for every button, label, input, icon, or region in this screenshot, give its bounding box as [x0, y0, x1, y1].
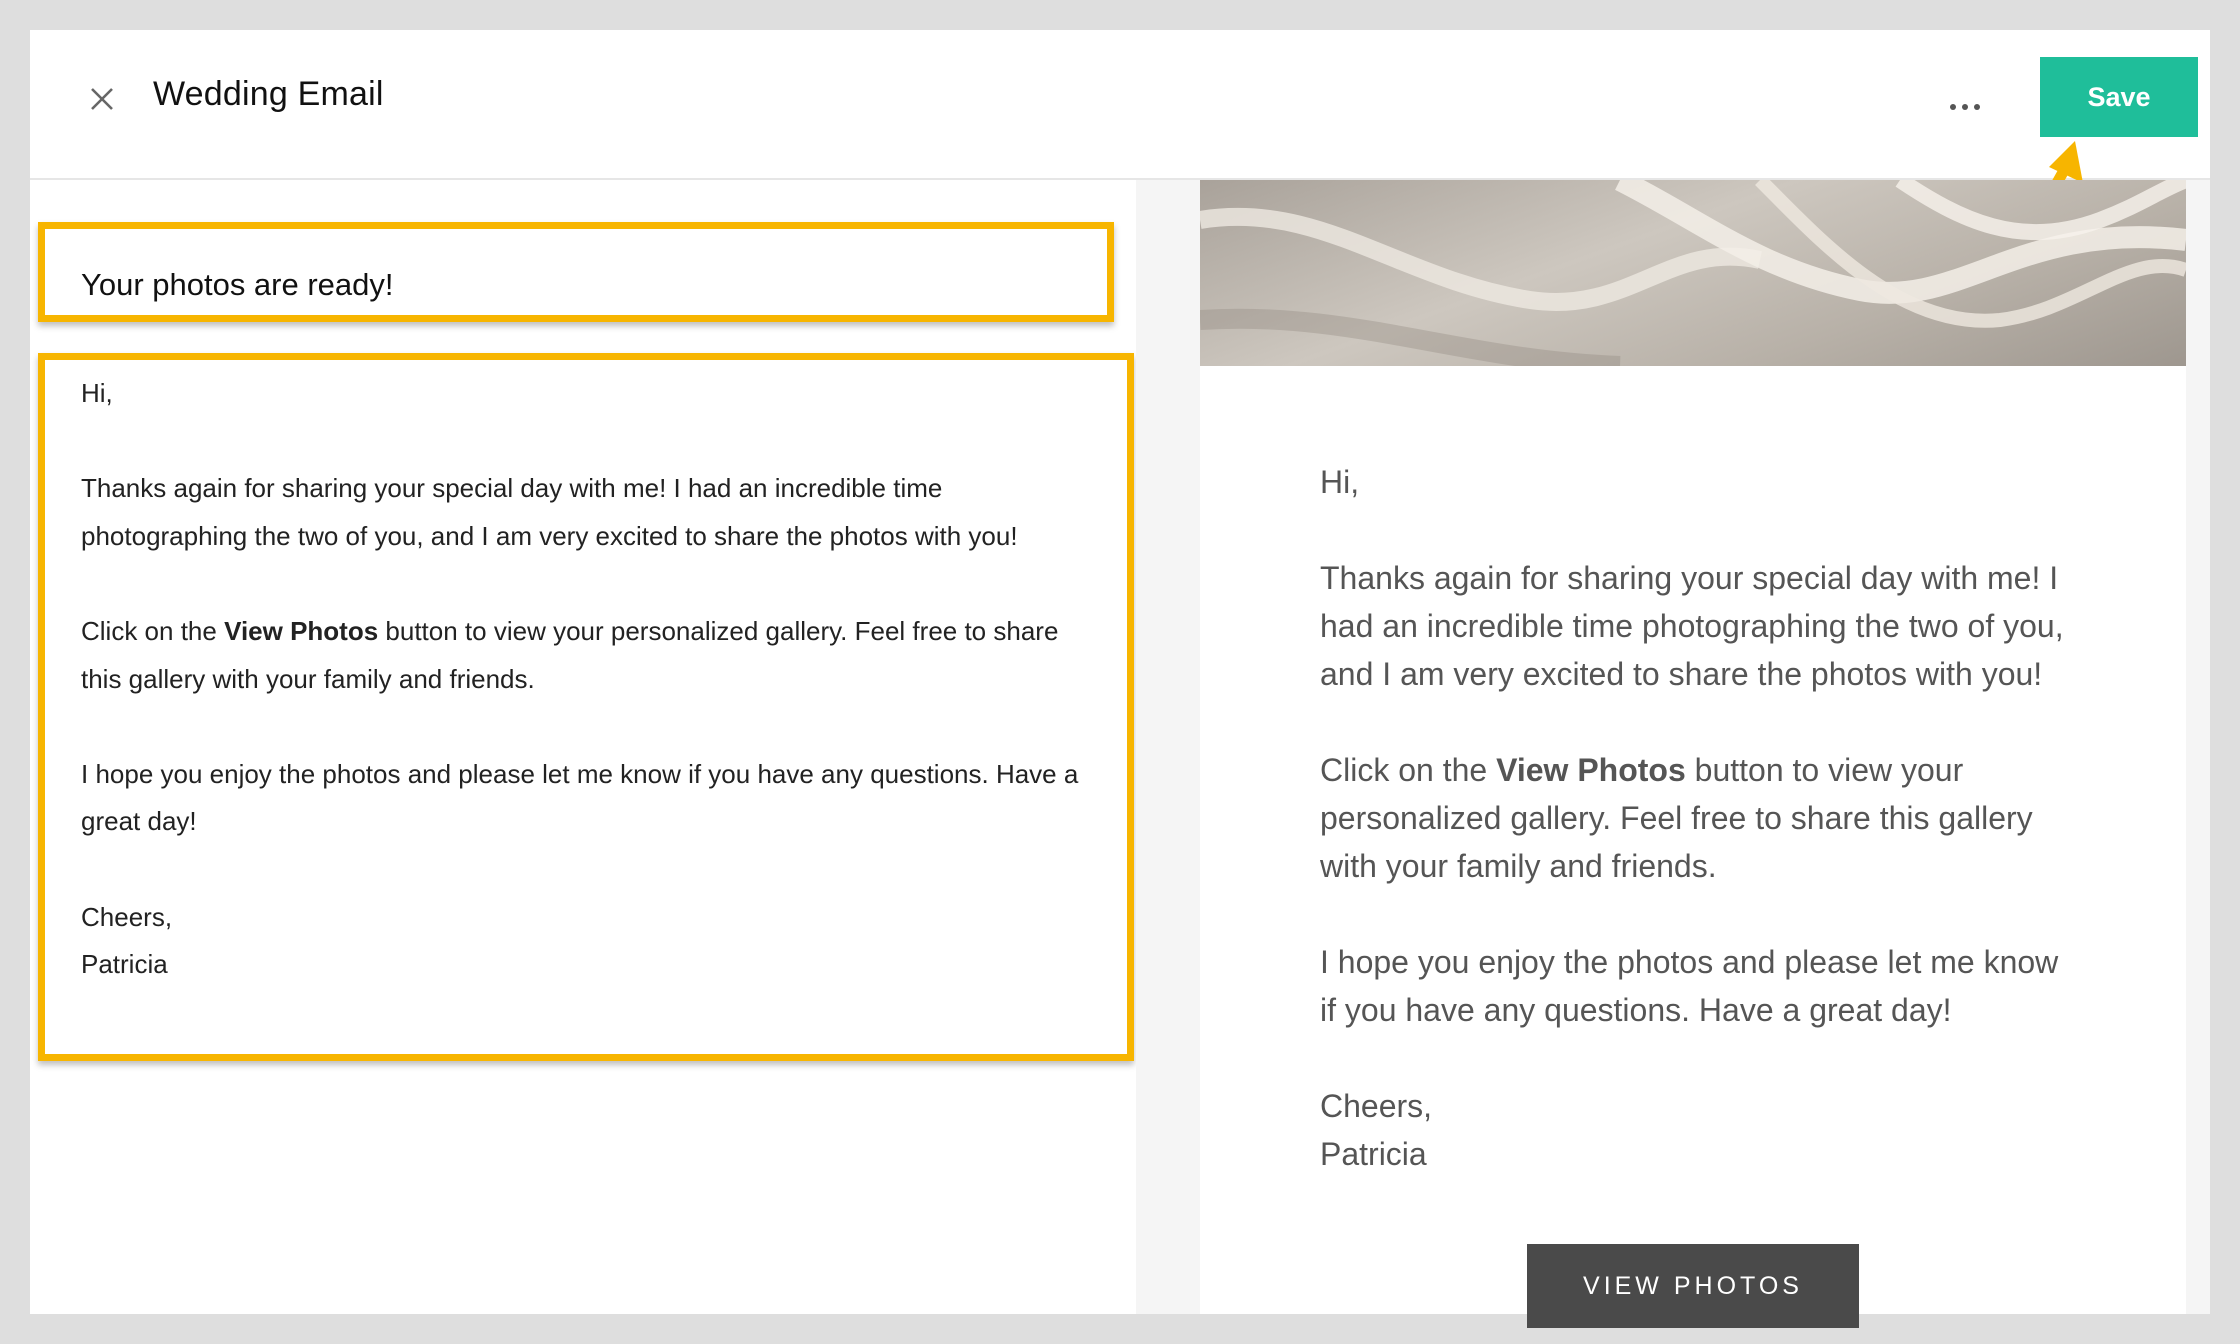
body-editor[interactable]: [38, 353, 1134, 1061]
editor-pane: [30, 180, 1136, 1314]
page-title: Wedding Email: [153, 75, 384, 113]
preview-text-segment: Click on the: [1320, 752, 1497, 788]
header-bar: [30, 30, 2210, 180]
preview-paragraph: I hope you enjoy the photos and please let me know if you have any questions. Have a great day!: [1320, 944, 2059, 1028]
body-text: [81, 370, 1081, 989]
body-closing: [81, 894, 1081, 989]
body-text-segment: Click on the: [81, 615, 225, 646]
preview-paragraph: Thanks again for sharing your special day with me! I had an incredible time photographing the two of you, and I am very excited to share the photos with you!: [1320, 560, 2064, 692]
body-bold-text: View Photos: [224, 615, 379, 646]
close-icon: [90, 87, 114, 111]
preview-bold-text: View Photos: [1496, 752, 1686, 788]
preview-body: [1320, 458, 2080, 1178]
email-editor-window: [30, 30, 2210, 1314]
view-photos-button[interactable]: VIEW PHOTOS: [1527, 1244, 1859, 1328]
sand-dunes-image: [1200, 180, 2186, 366]
more-options-button[interactable]: [1930, 92, 2000, 122]
save-button[interactable]: Save: [2040, 57, 2198, 137]
preview-greeting: Hi,: [1320, 464, 1360, 500]
signature-text: Patricia: [81, 949, 168, 980]
preview-signature: Patricia: [1320, 1136, 1427, 1172]
preview-closing: [1320, 1082, 2080, 1178]
banner-image: [1200, 180, 2186, 366]
more-icon: [1950, 104, 1956, 110]
close-button[interactable]: [80, 77, 124, 121]
body-paragraph: I hope you enjoy the photos and please let me know if you have any questions. Have a great day!: [81, 758, 1079, 837]
closing-text: Cheers,: [81, 901, 173, 932]
body-paragraph: Thanks again for sharing your special day with me! I had an incredible time photographing the two of you, and I am very excited to share the photos with you!: [81, 473, 1018, 551]
more-icon-dot: [1974, 104, 1980, 110]
preview-paragraph: [1320, 746, 2080, 890]
preview-closing-text: Cheers,: [1320, 1088, 1433, 1124]
subject-field[interactable]: [38, 222, 1114, 322]
email-preview: [1200, 180, 2186, 1314]
body-text-segment: button to view your personalized gallery. Feel free to share this gallery with your family and friends.: [81, 615, 1059, 694]
subject-text: Your photos are ready!: [81, 267, 394, 302]
body-paragraph: [81, 608, 1081, 703]
body-greeting: Hi,: [81, 378, 113, 408]
more-icon-dot: [1962, 104, 1968, 110]
preview-text-segment: button to view your personalized gallery. Feel free to share this gallery with your family and friends.: [1320, 752, 2033, 884]
